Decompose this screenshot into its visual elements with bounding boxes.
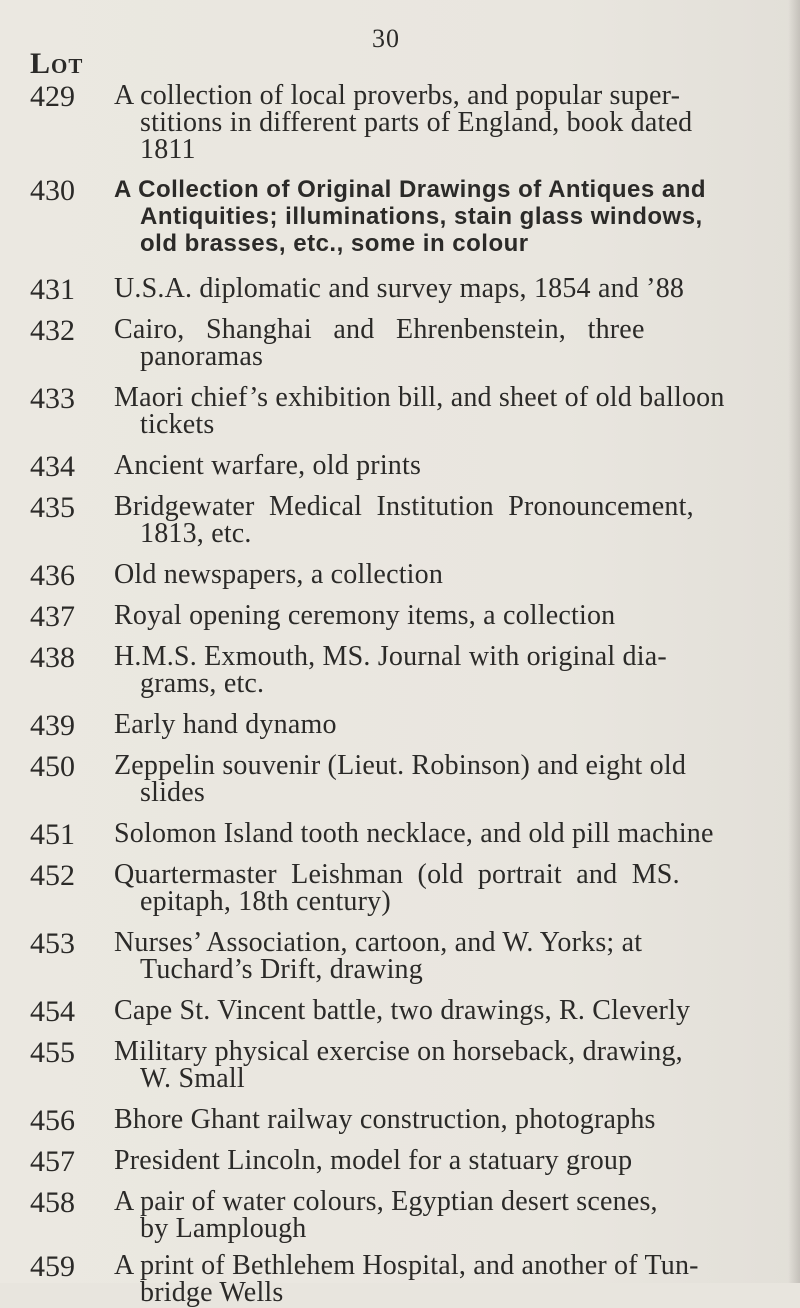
lot-description <box>114 384 778 438</box>
page-edge-shadow <box>788 0 800 1283</box>
page-number: 30 <box>372 24 400 53</box>
lot-description <box>114 176 778 257</box>
lot-description <box>114 275 778 302</box>
lot-number: 432 <box>30 314 75 347</box>
description-line: Old newspapers, a collection <box>114 559 444 590</box>
lot-description <box>114 493 778 547</box>
lot-description <box>114 82 778 163</box>
description-line: old brasses, etc., some in colour <box>140 230 529 257</box>
description-line: Military physical exercise on horseback, drawing, <box>114 1036 683 1067</box>
description-line: Nurses’ Association, cartoon, and W. Yorks; at <box>114 927 643 958</box>
lot-column-header: Lot <box>30 47 84 80</box>
lot-number: 439 <box>30 709 75 742</box>
lot-description <box>114 752 778 806</box>
lot-description <box>114 316 778 370</box>
lot-description <box>114 929 778 983</box>
description-line: stitions in different parts of England, book dated <box>140 107 693 138</box>
description-line: U.S.A. diplomatic and survey maps, 1854 and ’88 <box>114 273 685 304</box>
lot-number: 435 <box>30 491 75 524</box>
lot-description <box>114 643 778 697</box>
lot-number: 430 <box>30 174 75 207</box>
lot-number: 450 <box>30 750 75 783</box>
description-line: Ancient warfare, old prints <box>114 450 422 481</box>
lot-number: 459 <box>30 1250 75 1283</box>
description-line: slides <box>140 777 205 808</box>
lot-description <box>114 1038 778 1092</box>
description-line: epitaph, 18th century) <box>140 886 391 917</box>
description-line: Antiquities; illuminations, stain glass windows, <box>140 203 703 230</box>
description-line: President Lincoln, model for a statuary group <box>114 1145 633 1176</box>
description-line: grams, etc. <box>140 668 265 699</box>
description-line: Bridgewater Medical Institution Pronouncement, <box>114 491 694 522</box>
lot-description <box>114 997 778 1024</box>
lot-number: 438 <box>30 641 75 674</box>
lot-number: 457 <box>30 1145 75 1178</box>
lot-number: 455 <box>30 1036 75 1069</box>
description-line: 1813, etc. <box>140 518 252 549</box>
lot-number: 458 <box>30 1186 75 1219</box>
description-line: Zeppelin souvenir (Lieut. Robinson) and eight old <box>114 750 687 781</box>
description-line: Royal opening ceremony items, a collection <box>114 600 616 631</box>
lot-number: 451 <box>30 818 75 851</box>
lot-number: 452 <box>30 859 75 892</box>
description-line: Quartermaster Leishman (old portrait and MS. <box>114 859 680 890</box>
description-line: Tuchard’s Drift, drawing <box>140 954 423 985</box>
lot-description <box>114 1252 778 1306</box>
lot-description <box>114 1147 778 1174</box>
lot-number: 456 <box>30 1104 75 1137</box>
lot-number: 434 <box>30 450 75 483</box>
description-line: by Lamplough <box>140 1213 307 1244</box>
lot-number: 453 <box>30 927 75 960</box>
description-line: tickets <box>140 409 215 440</box>
lot-description <box>114 1188 778 1242</box>
lot-description <box>114 820 778 847</box>
lot-number: 436 <box>30 559 75 592</box>
lot-number: 433 <box>30 382 75 415</box>
lot-description <box>114 452 778 479</box>
lot-number: 437 <box>30 600 75 633</box>
lot-description <box>114 861 778 915</box>
description-line: A print of Bethlehem Hospital, and another of Tun- <box>114 1250 699 1281</box>
description-line: Cairo, Shanghai and Ehrenbenstein, three <box>114 314 645 345</box>
description-line: 1811 <box>140 134 196 165</box>
description-line: A Collection of Original Drawings of Antiques and <box>114 176 707 203</box>
lot-number: 431 <box>30 273 75 306</box>
lot-description <box>114 602 778 629</box>
description-line: Early hand dynamo <box>114 709 337 740</box>
lot-description <box>114 1106 778 1133</box>
lot-description <box>114 561 778 588</box>
lot-number: 429 <box>30 80 75 113</box>
description-line: Cape St. Vincent battle, two drawings, R. Cleverly <box>114 995 691 1026</box>
description-line: H.M.S. Exmouth, MS. Journal with original dia- <box>114 641 667 672</box>
description-line: A pair of water colours, Egyptian desert scenes, <box>114 1186 658 1217</box>
description-line: Solomon Island tooth necklace, and old pill machine <box>114 818 714 849</box>
description-line: W. Small <box>140 1063 245 1094</box>
description-line: panoramas <box>140 341 264 372</box>
lot-description <box>114 711 778 738</box>
lot-number: 454 <box>30 995 75 1028</box>
description-line: Bhore Ghant railway construction, photographs <box>114 1104 656 1135</box>
description-line: bridge Wells <box>140 1277 284 1308</box>
description-line: Maori chief’s exhibition bill, and sheet of old balloon <box>114 382 725 413</box>
description-line: A collection of local proverbs, and popular super- <box>114 80 681 111</box>
